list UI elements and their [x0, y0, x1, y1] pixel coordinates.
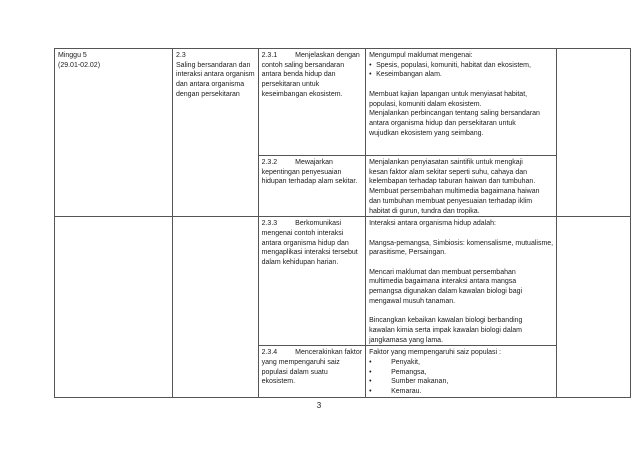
- activity-line: antara organisma hidup dan persekitaran untuk: [369, 119, 516, 127]
- learning-standard-first-line: 2.3.2 Mewajarkan: [261, 159, 333, 166]
- learning-standard-cell: [258, 217, 366, 346]
- learning-standard-number: 2.3.3: [261, 220, 278, 228]
- learning-standard-line: hidupan terhadap alam sekitar.: [261, 178, 358, 186]
- activity-line: Mencari maklumat dan membuat persembahan: [369, 268, 516, 276]
- activity-cell: [366, 49, 557, 156]
- week-cell: [55, 49, 173, 217]
- activity-bullet: • Pemangsa,: [369, 368, 427, 376]
- activity-line: mengawal musuh tanaman.: [369, 297, 456, 305]
- standard-line: interaksi antara organism: [176, 71, 255, 79]
- standard-number: 2.3: [176, 52, 186, 59]
- page-number: 3: [316, 401, 322, 410]
- activity-bullet: • Penyakit,: [369, 359, 420, 367]
- activity-bullet: • Sumber makanan,: [369, 378, 449, 386]
- activity-intro: Faktor yang mempengaruhi saiz populasi :: [369, 349, 501, 357]
- activity-line: Bincangkan kebaikan kawalan biologi berbanding: [369, 317, 523, 325]
- lesson-plan-table: [54, 48, 631, 398]
- week-label: Minggu 5: [58, 52, 87, 59]
- learning-standard-cell: [258, 346, 366, 398]
- standard-line: dengan persekitaran: [176, 90, 240, 98]
- activity-intro: Mengumpul maklumat mengenai:: [369, 52, 473, 59]
- activity-line: Membuat kajian lapangan untuk menyiasat habitat,: [369, 90, 528, 98]
- activity-line: parasitisme, Persaingan.: [369, 249, 447, 257]
- activity-line: wujudkan ekosistem yang seimbang.: [369, 129, 484, 137]
- learning-standard-line: mengaplikasi interaksi tersebut: [261, 249, 358, 257]
- activity-cell: [366, 217, 557, 346]
- table-row: [55, 217, 631, 346]
- notes-cell: [557, 49, 631, 217]
- learning-standard-cell: [258, 49, 366, 156]
- learning-standard-first-line: 2.3.3 Berkomunikasi: [261, 220, 342, 228]
- notes-cell: [557, 217, 631, 398]
- week-dates: (29.01-02.02): [58, 61, 101, 69]
- activity-line: Interaksi antara organisma hidup adalah:: [369, 220, 496, 228]
- learning-standard-first-line: 2.3.4 Mencerakinkan faktor: [261, 349, 363, 357]
- activity-line: Mangsa-pemangsa, Simbiosis: komensalisme, mutualisme,: [369, 239, 554, 247]
- learning-standard-cell: [258, 156, 366, 217]
- activity-line: jangkamasa yang lama.: [369, 336, 444, 344]
- learning-standard-number: 2.3.4: [261, 349, 278, 357]
- activity-line: kesan faktor alam sekitar seperti suhu, cahaya dan: [369, 168, 528, 176]
- learning-standard-line: mengenai contoh interaksi: [261, 229, 344, 237]
- activity-cell: [366, 156, 557, 217]
- activity-bullet: • Kemarau.: [369, 388, 422, 396]
- activity-bullet: • Spesis, populasi, komuniti, habitat dan ekosistem,: [369, 61, 531, 69]
- activity-line: Membuat persembahan multimedia bagaimana haiwan: [369, 188, 540, 196]
- learning-standard-first-line: 2.3.1 Menjelaskan dengan: [261, 52, 360, 59]
- standard-line: Saling bersandaran dan: [176, 61, 251, 69]
- learning-standard-line: contoh saling bersandaran: [261, 61, 345, 69]
- learning-standard-line: antara benda hidup dan: [261, 71, 336, 79]
- activity-line: Menjalankan penyiasatan saintifik untuk mengkaji: [369, 159, 523, 166]
- activity-line: multimedia bagaimana interaksi antara mangsa: [369, 278, 517, 286]
- activity-line: habitat di gurun, tundra dan tropika.: [369, 207, 480, 215]
- content-standard-cell: [173, 49, 259, 217]
- learning-standard-line: dalam kehidupan harian.: [261, 259, 339, 267]
- activity-line: kelembapan terhadap taburan haiwan dan tumbuhan.: [369, 178, 536, 186]
- activity-bullet: • Keseimbangan alam.: [369, 71, 442, 79]
- learning-standard-number: 2.3.2: [261, 159, 278, 166]
- table-row: [55, 49, 631, 156]
- activity-line: populasi, komuniti dalam ekosistem.: [369, 100, 482, 108]
- content-standard-cell: [173, 217, 259, 398]
- learning-standard-line: persekitaran untuk: [261, 81, 320, 89]
- learning-standard-line: populasi dalam suatu: [261, 368, 328, 376]
- activity-line: dan tumbuhan membuat penyesuaian terhadap iklim: [369, 197, 533, 205]
- learning-standard-line: yang mempengaruhi saiz: [261, 359, 340, 367]
- learning-standard-line: antara organisma hidup dan: [261, 239, 349, 247]
- standard-line: dan antara organisma: [176, 81, 245, 89]
- learning-standard-number: 2.3.1: [261, 52, 278, 59]
- learning-standard-line: ekosistem.: [261, 378, 296, 386]
- learning-standard-line: kepentingan penyesuaian: [261, 168, 342, 176]
- activity-line: Menjalankan perbincangan tentang saling bersandaran: [369, 110, 540, 118]
- week-cell: [55, 217, 173, 398]
- learning-standard-line: keseimbangan ekosistem.: [261, 90, 343, 98]
- activity-line: pemangsa digunakan dalam kawalan biologi bagi: [369, 288, 523, 296]
- activity-line: kawalan kimia serta impak kawalan biologi dalam: [369, 326, 522, 334]
- activity-cell: [366, 346, 557, 398]
